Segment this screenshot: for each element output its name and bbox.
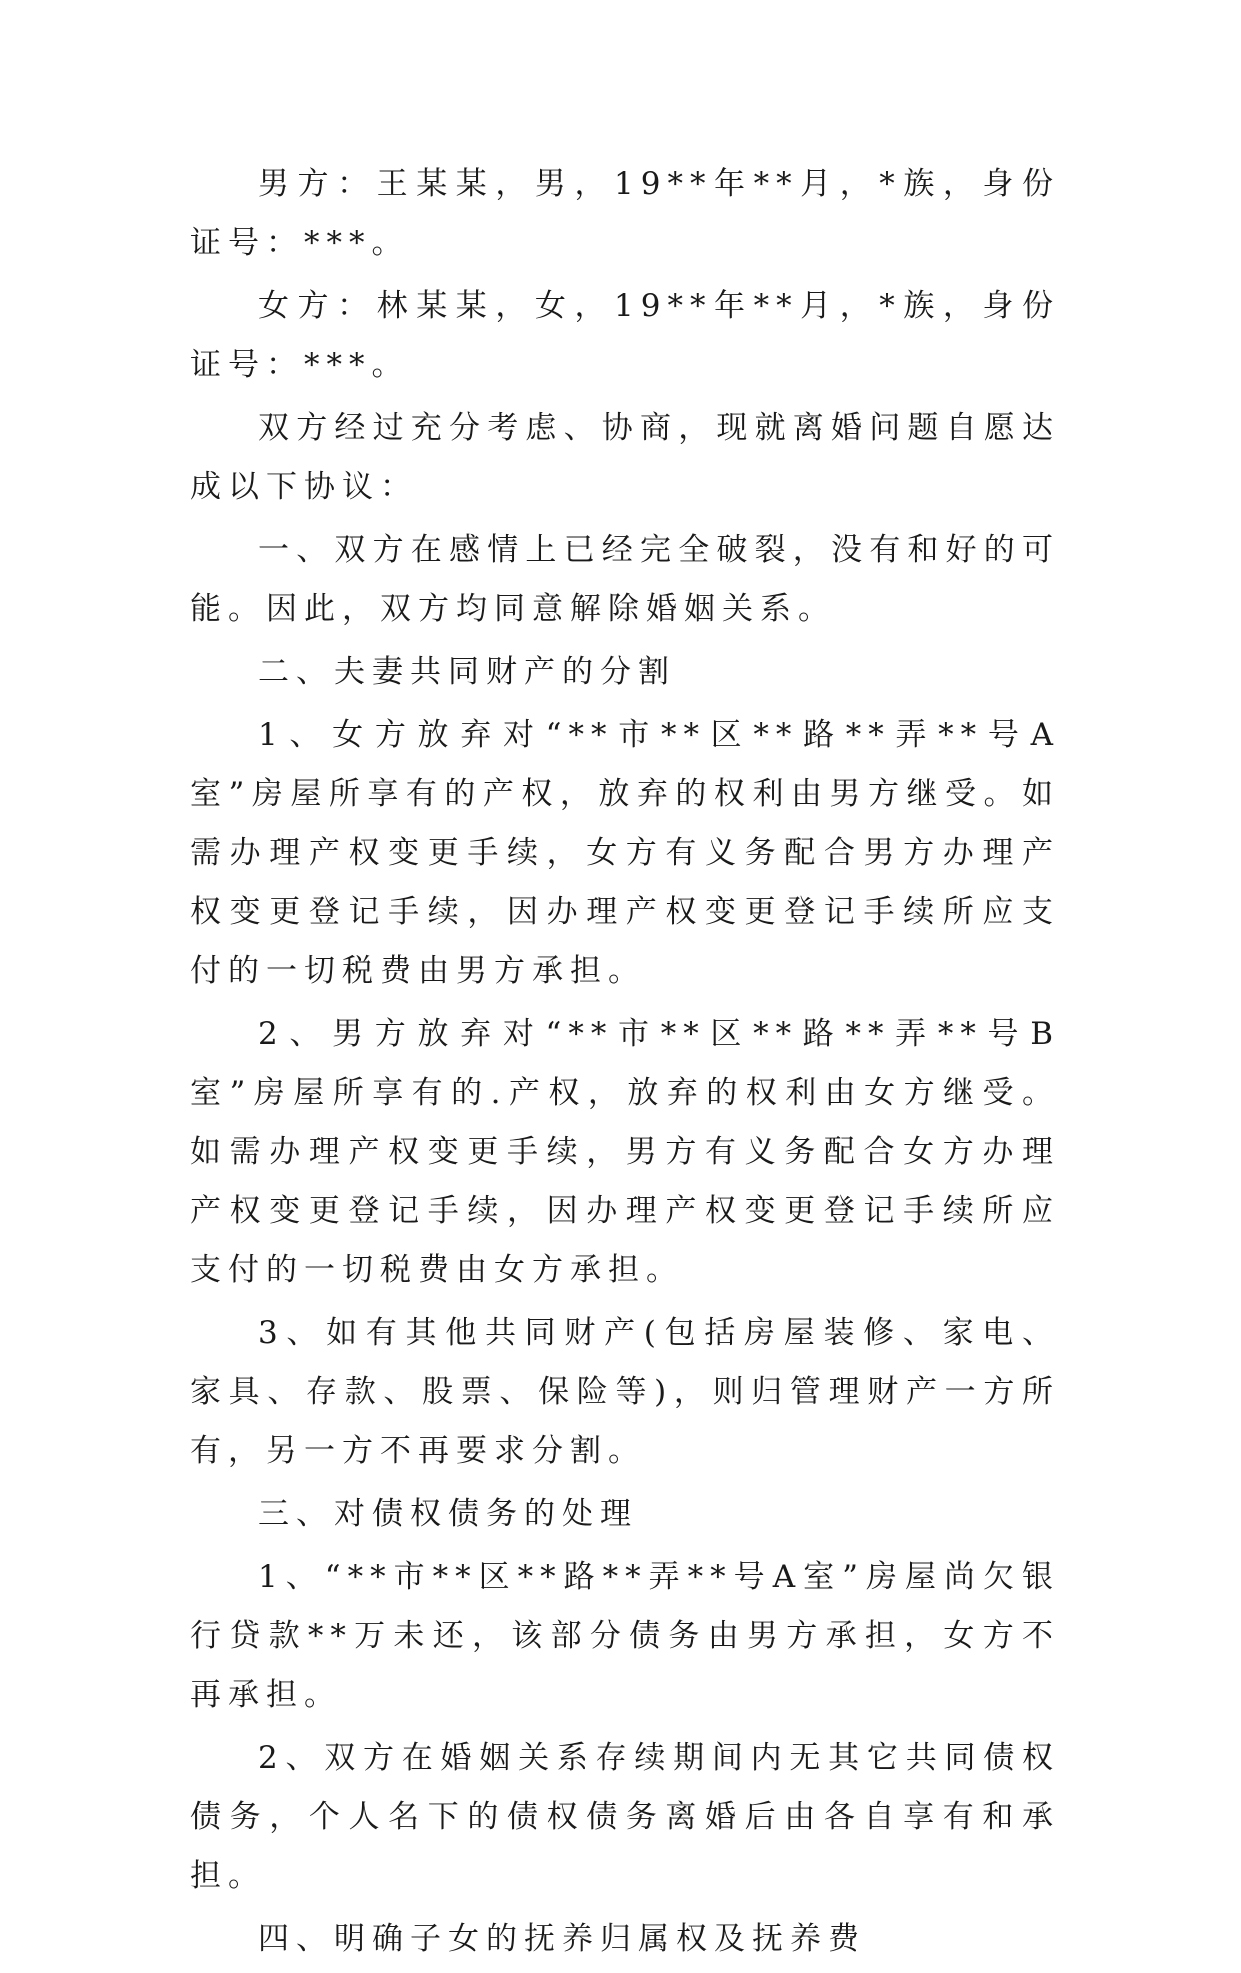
document-page (190, 155, 1060, 1973)
section-2-item-3: 3、如有其他共同财产(包括房屋装修、家电、家具、存款、股票、保险等)，则归管理财产一方所有，另一方不再要求分割。 (190, 1315, 1060, 1469)
section-1-paragraph: 一、双方在感情上已经完全破裂，没有和好的可能。因此，双方均同意解除婚姻关系。 (190, 532, 1060, 627)
section-3-item-2: 2、双方在婚姻关系存续期间内无其它共同债权债务，个人名下的债权债务离婚后由各自享有和承担。 (190, 1740, 1060, 1894)
party-female-paragraph: 女方：林某某，女，19**年**月，*族，身份证号：***。 (190, 288, 1060, 383)
section-2-item-1: 1、女方放弃对“**市**区**路**弄**号A室”房屋所享有的产权，放弃的权利由男方继受。如需办理产权变更手续，女方有义务配合男方办理产权变更登记手续，因办理产权变更登记手续所应支付的一切税费由男方承担。 (190, 717, 1060, 989)
section-2-heading: 二、夫妻共同财产的分割 (258, 654, 676, 690)
party-male-paragraph: 男方：王某某，男，19**年**月，*族，身份证号：***。 (190, 166, 1060, 261)
section-4-heading: 四、明确子女的抚养归属权及抚养费 (258, 1921, 866, 1957)
section-3-item-1: 1、“**市**区**路**弄**号A室”房屋尚欠银行贷款**万未还，该部分债务由男方承担，女方不再承担。 (190, 1559, 1060, 1713)
section-3-heading: 三、对债权债务的处理 (258, 1496, 638, 1532)
section-2-item-2: 2、男方放弃对“**市**区**路**弄**号B室”房屋所享有的.产权，放弃的权利由女方继受。如需办理产权变更手续，男方有义务配合女方办理产权变更登记手续，因办理产权变更登记手续所应支付的一切税费由女方承担。 (190, 1016, 1060, 1288)
agreement-intro-paragraph: 双方经过充分考虑、协商，现就离婚问题自愿达成以下协议： (190, 410, 1060, 505)
